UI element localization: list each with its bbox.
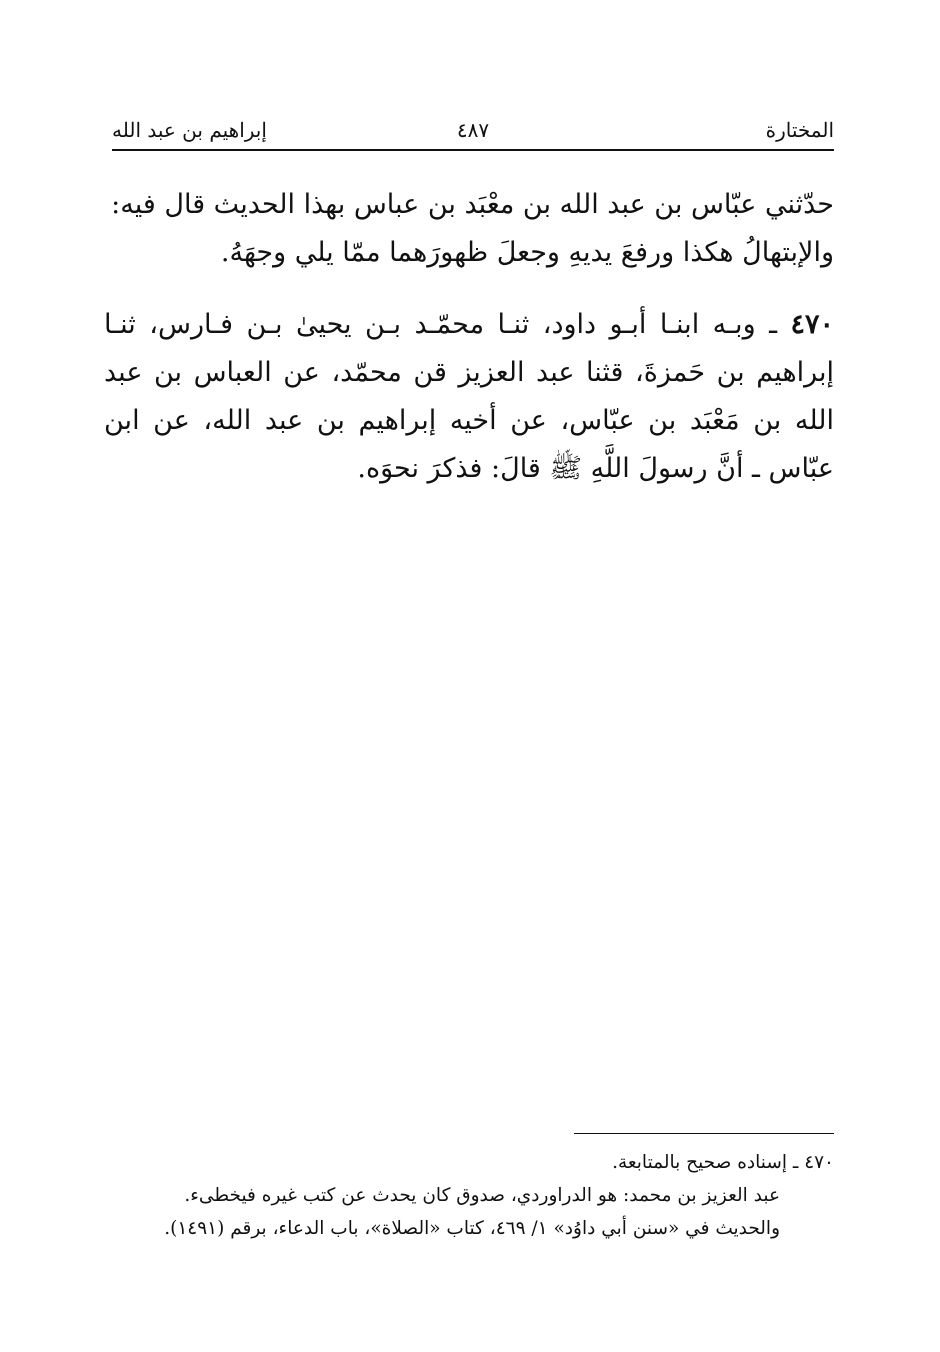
header-book-title: المختارة [765, 118, 834, 142]
hadith-paragraph [104, 301, 834, 493]
footnote-line: ٤٧٠ ـ إسناده صحيح بالمتابعة. [612, 1152, 834, 1173]
footnote-separator [574, 1133, 834, 1134]
hadith-text: ـ وبـه ابنـا أبـو داود، ثنـا محمّـد بـن يحيىٰ بـن فـارس، ثنـا إبراهيم بن حَمزةَ، قثنا عبد العزيز قن محمّد، عن العباس بن عبد الله بن مَعْبَد بن عبّاس، عن أخيه إبراهيم بن عبد الله، عن ابن عبّاس ـ أنَّ رسولَ اللَّهِ ﷺ قالَ: فذكرَ نحوَه. [104, 309, 834, 484]
footnote-line: والحديث في «سنن أبي داوُد» ١/ ٤٦٩، كتاب «الصلاة»، باب الدعاء، برقم (١٤٩١). [164, 1218, 780, 1239]
paragraph-line: حدّثني عبّاس بن عبد الله بن معْبَد بن عباس بهذا الحديث قال فيه: [111, 189, 834, 220]
page-number: ٤٨٧ [456, 118, 490, 142]
hadith-number: ٤٧٠ [790, 309, 834, 340]
running-header [112, 116, 834, 146]
header-rule [112, 149, 834, 151]
paragraph-line: والإبتهالُ هكذا ورفعَ يديهِ وجعلَ ظهورَهما ممّا يلي وجهَهُ. [220, 237, 834, 268]
footnote-line: عبد العزيز بن محمد: هو الدراوردي، صدوق كان يحدث عن كتب غيره فيخطىء. [184, 1185, 780, 1206]
header-chapter-title: إبراهيم بن عبد الله [112, 118, 267, 142]
footnotes [104, 1146, 834, 1245]
paragraph-continuation [104, 181, 834, 277]
